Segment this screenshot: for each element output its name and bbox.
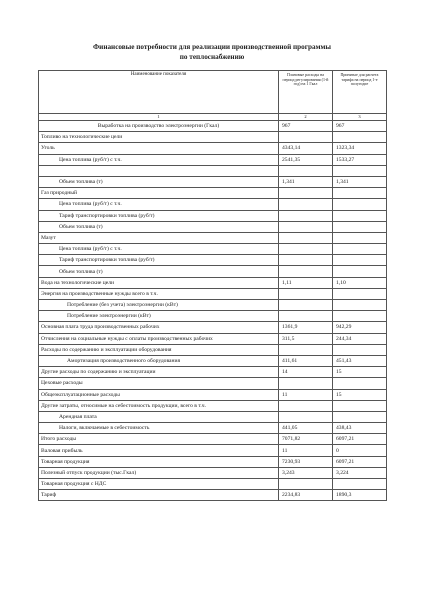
table-row xyxy=(39,277,387,288)
row-label: Итого расходы xyxy=(39,434,279,445)
row-value-planned: 967 xyxy=(279,121,333,132)
table-row xyxy=(39,143,387,154)
row-value-planned: 3,243 xyxy=(279,467,333,478)
row-value-accepted: 15 xyxy=(333,389,387,400)
table-row xyxy=(39,232,387,243)
row-value-planned xyxy=(279,188,333,199)
row-value-accepted xyxy=(333,378,387,389)
row-value-accepted xyxy=(333,232,387,243)
row-value-accepted xyxy=(333,244,387,255)
row-value-accepted: 1,341 xyxy=(333,176,387,187)
row-value-accepted: 0 xyxy=(333,445,387,456)
row-label: Арендная плата xyxy=(39,411,279,422)
row-value-accepted xyxy=(333,221,387,232)
row-label: Цеховые расходы xyxy=(39,378,279,389)
table-row xyxy=(39,221,387,232)
row-value-accepted xyxy=(333,344,387,355)
row-value-planned xyxy=(279,210,333,221)
table-row xyxy=(39,121,387,132)
row-value-planned xyxy=(279,266,333,277)
row-value-accepted: 967 xyxy=(333,121,387,132)
table-row xyxy=(39,266,387,277)
table-row xyxy=(39,378,387,389)
row-value-planned xyxy=(279,132,333,143)
row-value-accepted xyxy=(333,132,387,143)
row-label: Объем топлива (т) xyxy=(39,176,279,187)
row-value-accepted: 1890,3 xyxy=(333,490,387,501)
header-accepted-tariff: Принятые для расчета тарифа на период 1-е полугодие xyxy=(333,71,387,114)
table-row xyxy=(39,445,387,456)
row-value-planned: 441,05 xyxy=(279,423,333,434)
row-value-accepted: 1533,27 xyxy=(333,154,387,165)
row-label: Топливо на технологические цели xyxy=(39,132,279,143)
row-value-accepted xyxy=(333,188,387,199)
table-row xyxy=(39,210,387,221)
row-label: Отчисления на социальные нужды с оплаты производственных рабочих xyxy=(39,333,279,344)
row-label: Уголь xyxy=(39,143,279,154)
table-row xyxy=(39,367,387,378)
financial-needs-table xyxy=(38,70,387,501)
row-value-accepted xyxy=(333,255,387,266)
row-value-accepted: 438,43 xyxy=(333,423,387,434)
table-row xyxy=(39,176,387,187)
table-row xyxy=(39,479,387,490)
row-value-planned xyxy=(279,300,333,311)
table-row xyxy=(39,255,387,266)
table-row xyxy=(39,165,387,176)
table-row xyxy=(39,467,387,478)
row-value-planned xyxy=(279,378,333,389)
row-label: Выработка на производство электроэнергии (Гкал) xyxy=(39,121,279,132)
table-header-row xyxy=(39,71,387,114)
row-label: Основная плата труда производственных рабочих xyxy=(39,322,279,333)
row-value-accepted: 1323,34 xyxy=(333,143,387,154)
row-value-planned: 2234,83 xyxy=(279,490,333,501)
row-label: Тариф транспортировки топлива (руб/т) xyxy=(39,210,279,221)
row-value-accepted xyxy=(333,311,387,322)
column-index-2: 2 xyxy=(279,114,333,121)
row-label: Налоги, включаемые в себестоимость xyxy=(39,423,279,434)
row-value-planned: 4343,14 xyxy=(279,143,333,154)
table-row xyxy=(39,333,387,344)
row-value-planned xyxy=(279,288,333,299)
row-label: Цена топлива (руб/т) с т.ч. xyxy=(39,154,279,165)
row-value-accepted: 1,10 xyxy=(333,277,387,288)
table-row xyxy=(39,244,387,255)
row-value-accepted: 451,43 xyxy=(333,355,387,366)
row-label: Товарная продукция с НДС xyxy=(39,479,279,490)
row-value-planned: 311,5 xyxy=(279,333,333,344)
header-indicator-name: Наименование показателя xyxy=(39,71,279,114)
row-value-accepted: 3,224 xyxy=(333,467,387,478)
row-value-planned: 14 xyxy=(279,367,333,378)
header-planned-costs: Плановые расходы на период регулирования (1-й год) на 1 Гкал xyxy=(279,71,333,114)
row-value-accepted: 942,29 xyxy=(333,322,387,333)
row-value-planned: 7071,82 xyxy=(279,434,333,445)
row-value-planned xyxy=(279,221,333,232)
row-value-planned: 7230,93 xyxy=(279,456,333,467)
row-value-accepted xyxy=(333,210,387,221)
title-line-2: по теплоснабжению xyxy=(179,53,245,61)
row-value-accepted xyxy=(333,165,387,176)
table-row xyxy=(39,389,387,400)
row-value-planned xyxy=(279,400,333,411)
table-row xyxy=(39,344,387,355)
row-value-planned xyxy=(279,255,333,266)
row-label xyxy=(39,165,279,176)
row-label: Тариф xyxy=(39,490,279,501)
row-value-accepted: 244,34 xyxy=(333,333,387,344)
row-label: Объем топлива (т) xyxy=(39,221,279,232)
row-value-accepted xyxy=(333,400,387,411)
row-value-accepted xyxy=(333,288,387,299)
row-value-planned xyxy=(279,311,333,322)
document-title xyxy=(30,42,394,62)
row-label: Амортизация производственного оборудования xyxy=(39,355,279,366)
row-value-planned: 11 xyxy=(279,445,333,456)
table-row xyxy=(39,490,387,501)
table-row xyxy=(39,199,387,210)
column-index-row xyxy=(39,114,387,121)
row-value-planned xyxy=(279,344,333,355)
table-row xyxy=(39,411,387,422)
row-label: Мазут xyxy=(39,232,279,243)
row-value-accepted xyxy=(333,300,387,311)
row-label: Энергия на производственные нужды всего в т.ч. xyxy=(39,288,279,299)
row-label: Потребление (без учета) электроэнергии (кВт) xyxy=(39,300,279,311)
row-value-planned xyxy=(279,199,333,210)
row-label: Другие затраты, относимые на себестоимость продукции, всего в т.ч. xyxy=(39,400,279,411)
row-label: Газ природный xyxy=(39,188,279,199)
row-value-planned: 1361,9 xyxy=(279,322,333,333)
column-index-1: 1 xyxy=(39,114,279,121)
table-row xyxy=(39,434,387,445)
table-row xyxy=(39,132,387,143)
title-line-1: Финансовые потребности для реализации производственной программы xyxy=(93,43,331,51)
row-value-planned xyxy=(279,411,333,422)
row-label: Цена топлива (руб/т) с т.ч. xyxy=(39,199,279,210)
row-label: Валовая прибыль xyxy=(39,445,279,456)
table-row xyxy=(39,322,387,333)
row-value-accepted xyxy=(333,411,387,422)
row-value-planned: 11 xyxy=(279,389,333,400)
table-row xyxy=(39,288,387,299)
row-value-planned xyxy=(279,232,333,243)
row-label: Цена топлива (руб/т) с т.ч. xyxy=(39,244,279,255)
row-label: Расходы по содержанию и эксплуатации оборудования xyxy=(39,344,279,355)
row-value-planned: 411,61 xyxy=(279,355,333,366)
table-row xyxy=(39,311,387,322)
table-row xyxy=(39,188,387,199)
column-index-3: 3 xyxy=(333,114,387,121)
row-value-accepted xyxy=(333,199,387,210)
row-label: Другие расходы по содержанию и эксплуатации xyxy=(39,367,279,378)
table-row xyxy=(39,300,387,311)
table-row xyxy=(39,423,387,434)
table-row xyxy=(39,400,387,411)
row-value-accepted: 6097,21 xyxy=(333,456,387,467)
row-value-accepted xyxy=(333,266,387,277)
row-label: Тариф транспортировки топлива (руб/т) xyxy=(39,255,279,266)
row-label: Объем топлива (т) xyxy=(39,266,279,277)
row-value-planned xyxy=(279,244,333,255)
table-row xyxy=(39,154,387,165)
table-row xyxy=(39,456,387,467)
row-label: Общеэксплуатационные расходы xyxy=(39,389,279,400)
row-value-accepted: 6097,21 xyxy=(333,434,387,445)
row-value-planned: 1,11 xyxy=(279,277,333,288)
row-label: Товарная продукция xyxy=(39,456,279,467)
row-value-accepted: 15 xyxy=(333,367,387,378)
row-label: Потребление электроэнергии (кВт) xyxy=(39,311,279,322)
row-value-planned xyxy=(279,479,333,490)
table-row xyxy=(39,355,387,366)
row-value-accepted xyxy=(333,479,387,490)
row-value-planned: 1,341 xyxy=(279,176,333,187)
row-value-planned: 2541,35 xyxy=(279,154,333,165)
row-label: Вода на технологические цели xyxy=(39,277,279,288)
row-value-planned xyxy=(279,165,333,176)
row-label: Полезный отпуск продукции (тыс.Гкал) xyxy=(39,467,279,478)
